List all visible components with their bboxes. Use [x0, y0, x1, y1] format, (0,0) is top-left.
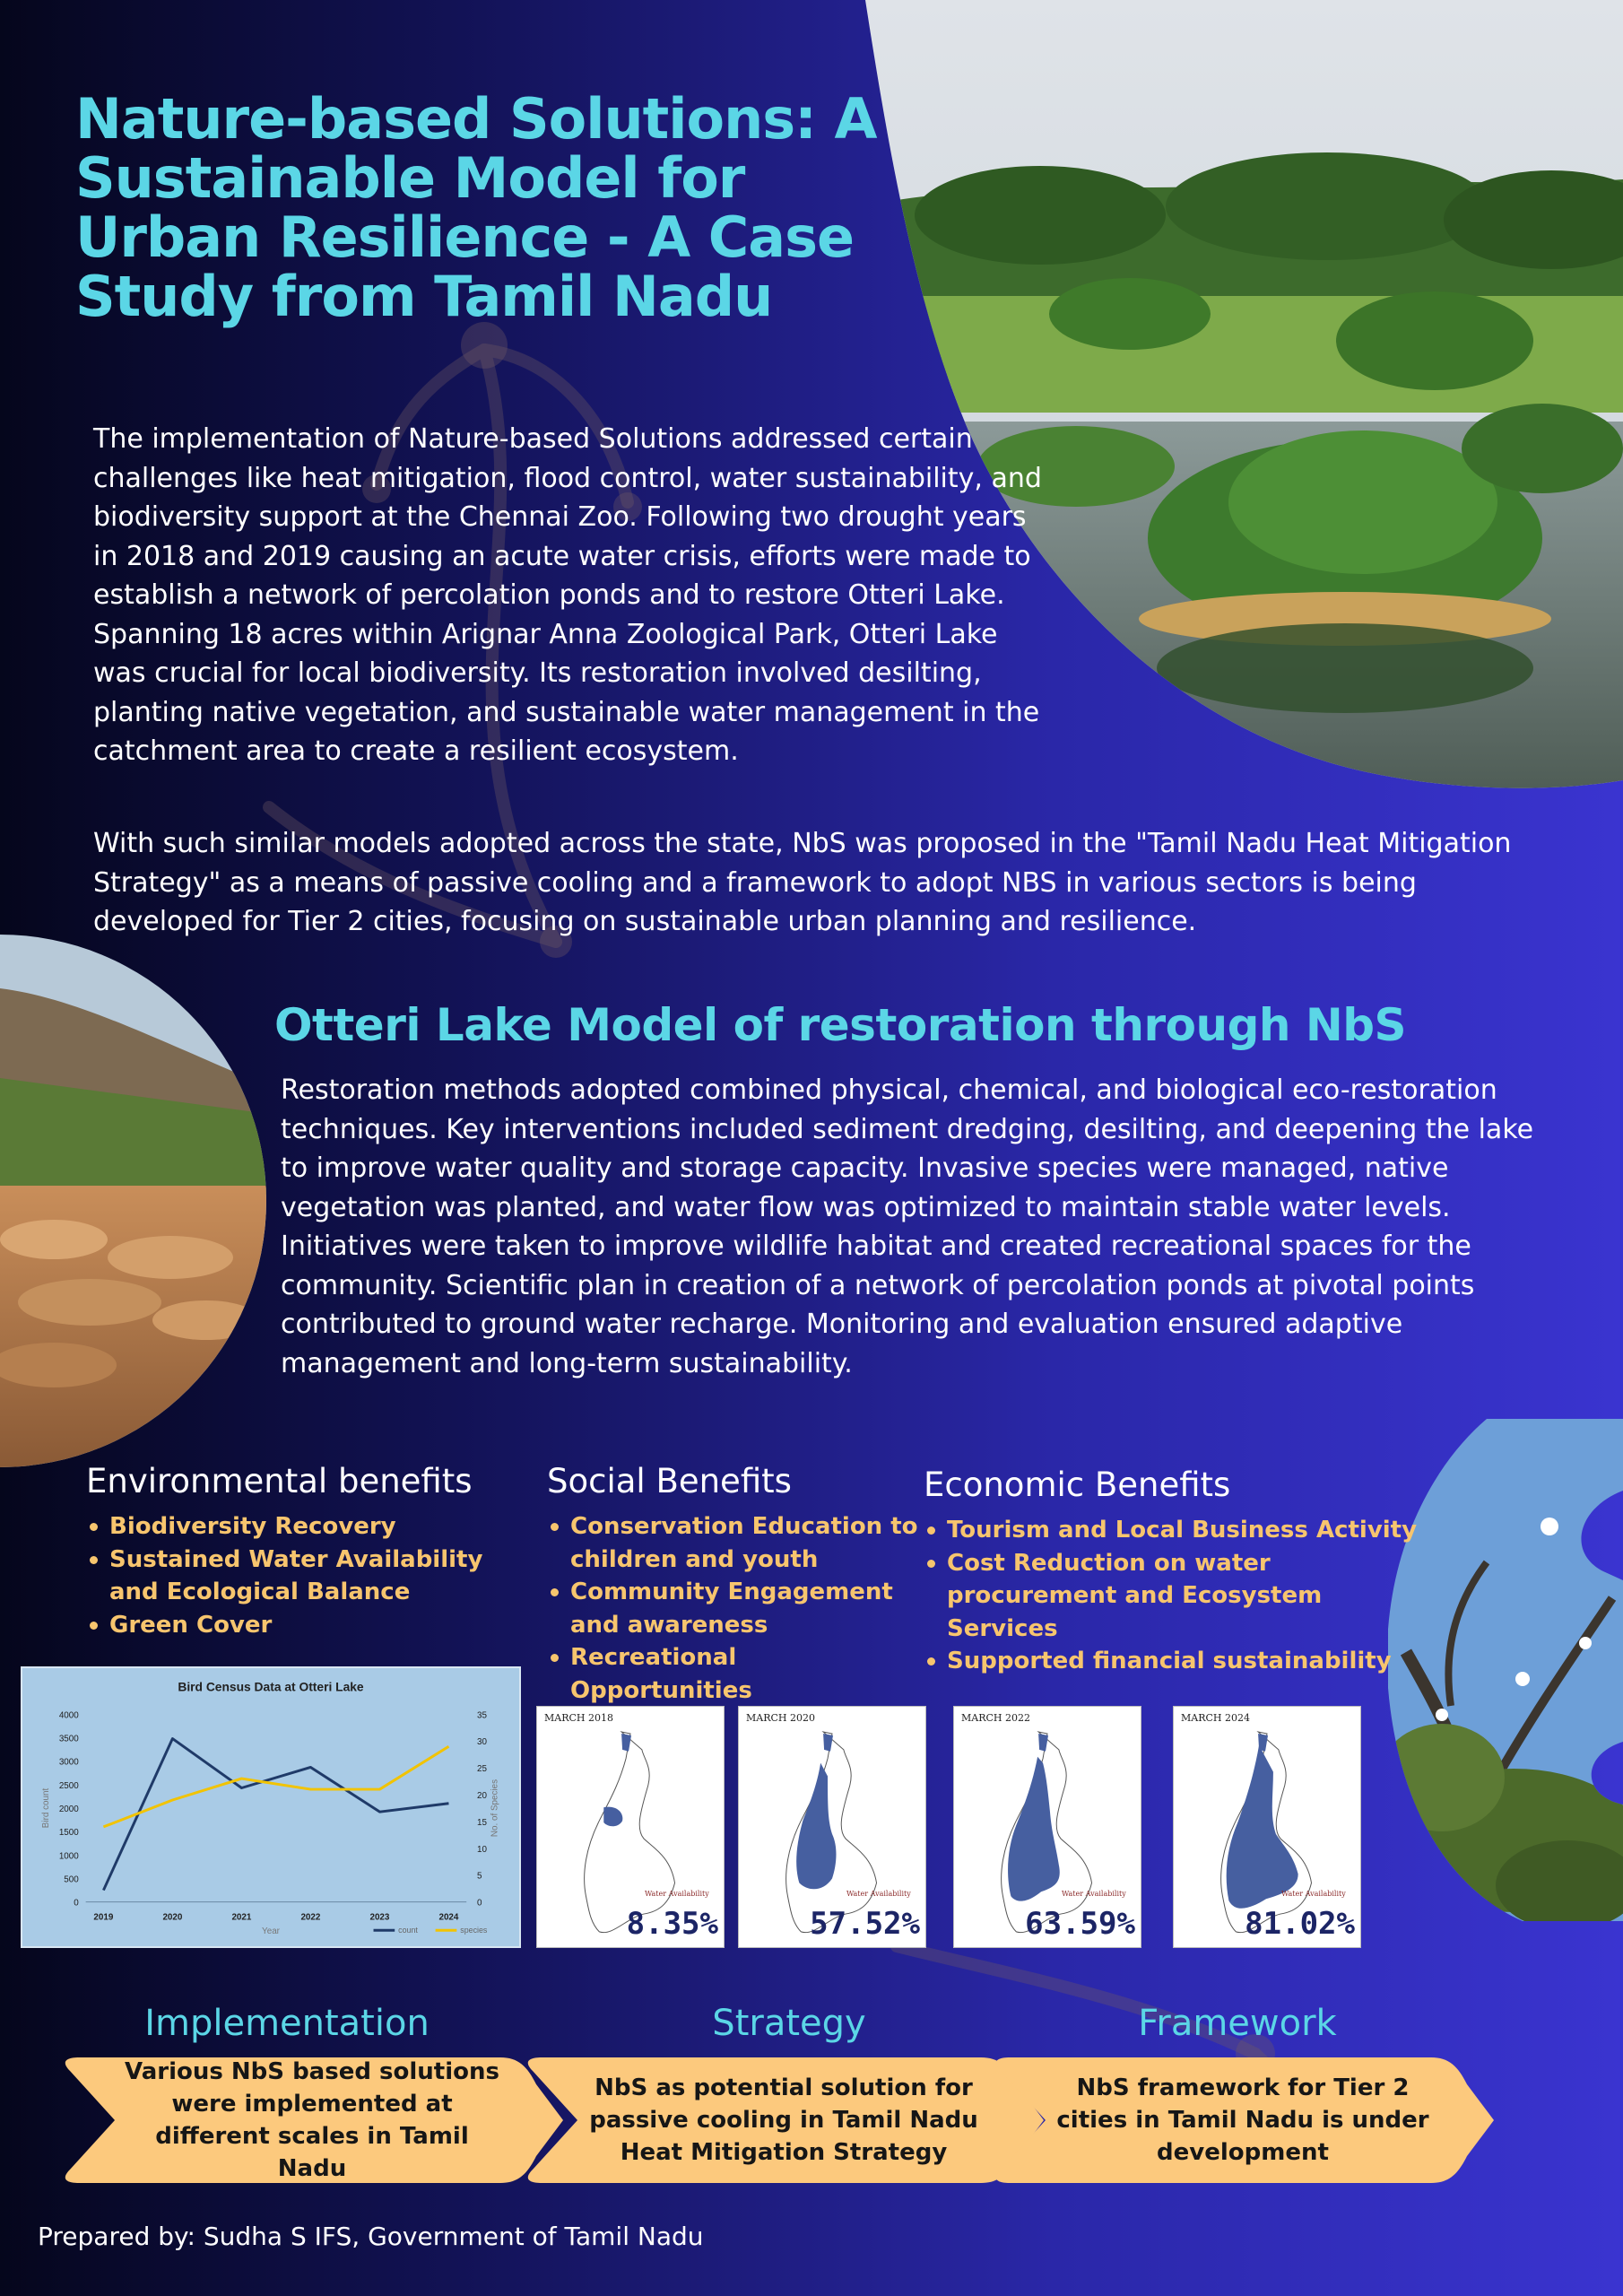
- y2-tick-label: 30: [477, 1737, 488, 1748]
- step-title: Framework: [1138, 2003, 1337, 2044]
- bird-census-chart: [21, 1666, 521, 1948]
- y-tick-label: 1500: [58, 1828, 79, 1839]
- x-tick-label: 2022: [300, 1912, 321, 1923]
- x-tick-label: 2019: [93, 1912, 114, 1923]
- x-tick-label: 2021: [231, 1912, 252, 1923]
- map-date-label: MARCH 2022: [961, 1712, 1030, 1724]
- step-title: Implementation: [144, 2003, 430, 2044]
- water-availability-caption: Water Availability: [1281, 1890, 1346, 1898]
- x-tick-label: 2020: [162, 1912, 183, 1923]
- water-map-card: [738, 1706, 926, 1948]
- y2-axis-label: No. of Species: [490, 1779, 500, 1838]
- social-benefits-list: [547, 1510, 924, 1707]
- water-availability-percent: 57.52%: [810, 1906, 920, 1942]
- map-date-label: MARCH 2020: [746, 1712, 815, 1724]
- water-map-card: [536, 1706, 725, 1948]
- y-tick-label: 2500: [58, 1780, 79, 1791]
- economic-benefits-list: [924, 1514, 1426, 1678]
- water-availability-caption: Water Availability: [1062, 1890, 1126, 1898]
- y2-tick-label: 15: [477, 1817, 488, 1828]
- water-map-card: [953, 1706, 1141, 1948]
- step-text: Various NbS based solutions were implemented at different scales in Tamil Nadu: [125, 2058, 499, 2182]
- list-item: Sustained Water Availability and Ecological Balance: [86, 1544, 534, 1609]
- step-arrow: [61, 2057, 563, 2183]
- desilting-mounds-photo: [0, 935, 269, 1467]
- economic-benefits: [924, 1464, 1426, 1678]
- lake-outline: [585, 1732, 675, 1933]
- list-item: Tourism and Local Business Activity: [924, 1514, 1426, 1547]
- y-tick-label: 2000: [58, 1804, 79, 1814]
- list-item: Biodiversity Recovery: [86, 1510, 534, 1544]
- y-tick-label: 4000: [58, 1710, 79, 1721]
- step-arrow: [992, 2057, 1494, 2183]
- legend-label: count: [398, 1926, 418, 1935]
- water-map-card: [1173, 1706, 1361, 1948]
- environmental-benefits-list: [86, 1510, 534, 1641]
- environmental-benefits: [86, 1460, 534, 1641]
- water-availability-caption: Water Availability: [645, 1890, 709, 1898]
- credit-line: Prepared by: Sudha S IFS, Government of Tamil Nadu: [38, 2222, 704, 2251]
- x-axis-label: Year: [262, 1926, 280, 1937]
- y-tick-label: 500: [64, 1874, 79, 1885]
- list-item: Green Cover: [86, 1609, 534, 1642]
- environmental-benefits-title: Environmental benefits: [86, 1462, 473, 1500]
- y2-tick-label: 0: [477, 1898, 482, 1909]
- series-line-species: [103, 1746, 448, 1827]
- list-item: Conservation Education to children and youth: [547, 1510, 924, 1576]
- intro-paragraph: The implementation of Nature-based Solutions addressed certain challenges like heat mitigation, flood control, water sustainability, and biodiversity support at the Chennai Zoo. Following two drought years in 2018 and 2019 causing an acute water crisis, efforts were made to establish a network of percolation ponds and to restore Otteri Lake. Spanning 18 acres within Arignar Anna Zoological Park, Otteri Lake was crucial for local biodiversity. Its restoration involved desilting, planting native vegetation, and sustainable water management in the catchment area to create a resilient ecosystem.: [93, 423, 1042, 767]
- chart-title: Bird Census Data at Otteri Lake: [178, 1679, 364, 1694]
- y-tick-label: 3500: [58, 1734, 79, 1744]
- list-item: Cost Reduction on water procurement and Ecosystem Services: [924, 1547, 1426, 1646]
- step-arrow: [524, 2057, 1044, 2183]
- otteri-section-heading: Otteri Lake Model of restoration through NbS: [274, 999, 1407, 1051]
- lake-water-extent: [1227, 1745, 1298, 1909]
- nbs-strategy-paragraph: With such similar models adopted across the state, NbS was proposed in the "Tamil Nadu Heat Mitigation Strategy" as a means of passive cooling and a framework to adopt NBS in various sectors is being developed for Tier 2 cities, focusing on sustainable urban planning and resilience.: [93, 828, 1512, 937]
- water-availability-percent: 8.35%: [626, 1906, 718, 1942]
- y2-tick-label: 10: [477, 1844, 488, 1855]
- y-tick-label: 3000: [58, 1757, 79, 1768]
- step-text: NbS framework for Tier 2 cities in Tamil Nadu is under development: [1056, 2074, 1429, 2166]
- otteri-section-text: Restoration methods adopted combined physical, chemical, and biological eco-restoration techniques. Key interventions included sediment dredging, desilting, and deepening the lake to improve water quality and storage capacity. Invasive species were managed, native vegetation was planted, and water flow was optimized to maintain stable water levels. Initiatives were taken to improve wildlife habitat and created recreational spaces for the community. Scientific plan in creation of a network of percolation ponds at pivotal points contributed to ground water recharge. Monitoring and evaluation ensured adaptive management and long-term sustainability.: [281, 1074, 1534, 1379]
- economic-benefits-title: Economic Benefits: [924, 1465, 1231, 1504]
- x-tick-label: 2024: [438, 1912, 459, 1923]
- list-item: Recreational Opportunities: [547, 1641, 924, 1707]
- y2-tick-label: 35: [477, 1710, 488, 1721]
- chart-canvas: [22, 1668, 519, 1946]
- water-availability-percent: 63.59%: [1025, 1906, 1135, 1942]
- water-availability-caption: Water Availability: [846, 1890, 911, 1898]
- y2-tick-label: 20: [477, 1790, 488, 1801]
- series-line-count: [103, 1739, 448, 1891]
- y-tick-label: 0: [74, 1898, 79, 1909]
- step-title: Strategy: [712, 2003, 866, 2044]
- social-benefits-title: Social Benefits: [547, 1462, 792, 1500]
- list-item: Community Engagement and awareness: [547, 1576, 924, 1641]
- x-tick-label: 2023: [369, 1912, 390, 1923]
- y-axis-label: Bird count: [41, 1787, 52, 1829]
- y2-tick-label: 25: [477, 1764, 488, 1775]
- list-item: Supported financial sustainability: [924, 1645, 1426, 1678]
- legend-label: species: [460, 1926, 488, 1935]
- social-benefits: [547, 1460, 924, 1707]
- y-tick-label: 1000: [58, 1851, 79, 1862]
- map-date-label: MARCH 2024: [1181, 1712, 1250, 1724]
- y2-tick-label: 5: [477, 1871, 482, 1882]
- step-text: NbS as potential solution for passive cooling in Tamil Nadu Heat Mitigation Strategy: [589, 2074, 978, 2166]
- map-date-label: MARCH 2018: [544, 1712, 613, 1724]
- poster-title: Nature-based Solutions: A Sustainable Model for Urban Resilience - A Case Study from Tamil Nadu: [75, 86, 877, 329]
- water-availability-percent: 81.02%: [1245, 1906, 1355, 1942]
